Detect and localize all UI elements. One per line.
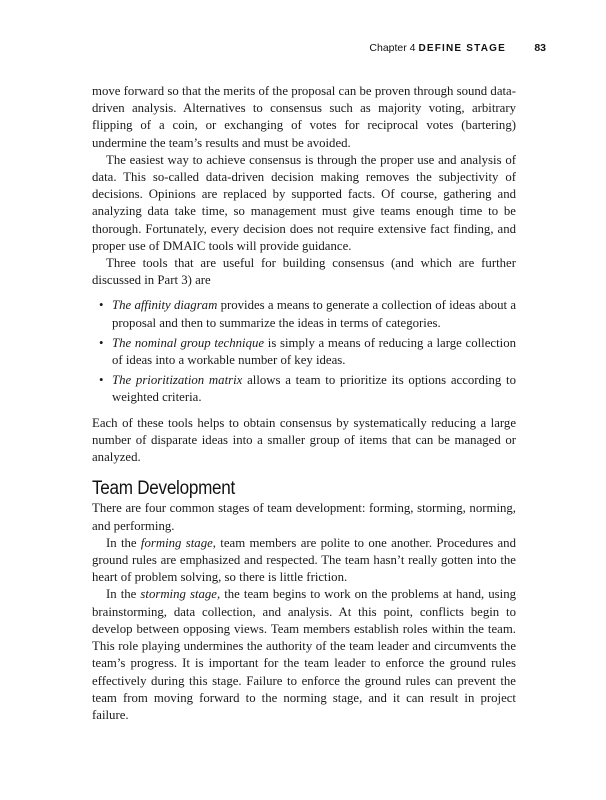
chapter-number: Chapter 4 — [369, 42, 416, 54]
list-item — [99, 335, 516, 369]
paragraph: The easiest way to achieve consensus is through the proper use and analysis of data. This so-called data-driven decision making removes the subjectivity of decisions. Opinions are replaced by supported facts. Of course, gathering and analyzing data take time, so management must give teams enough time to be thorough. Fortunately, every decision does not require extensive fact finding, and proper use of DMAIC tools will provide guidance. — [92, 152, 516, 253]
list-item-text: is simply a means of reducing a large collection of ideas into a workable number of key ideas. — [112, 335, 516, 368]
paragraph: There are four common stages of team development: forming, storming, norming, and performing. — [92, 501, 516, 533]
bullet-icon: • — [99, 298, 104, 313]
bullet-icon: • — [99, 335, 104, 350]
paragraph: Each of these tools helps to obtain consensus by systematically reducing a large number of disparate ideas into a smaller group of items that can be managed or analyzed. — [92, 415, 516, 465]
list-item-text: provides a means to generate a collection of ideas about a proposal and then to summarize the ideas in terms of categories. — [112, 298, 517, 330]
list-item-text: allows a team to prioritize its options according to weighted criteria. — [112, 373, 516, 405]
page-number: 83 — [534, 42, 546, 54]
bullet-icon: • — [99, 373, 104, 388]
list-item — [99, 297, 517, 331]
body-text — [92, 83, 516, 724]
term-storming-stage: storming stage — [140, 587, 217, 602]
consensus-tools-list — [92, 297, 516, 406]
running-header — [92, 42, 546, 58]
text-run: , team members are polite to one another. Procedures and ground rules are emphasized and respected. The team hasn’t really gotten into the heart of problem solving, so there is little friction. — [92, 535, 516, 585]
term-forming-stage: forming stage — [140, 535, 213, 550]
paragraph: move forward so that the merits of the proposal can be proven through sound data-driven analysis. Alternatives to consensus such as majority voting, arbitrary flipping of a coin, or exchanging of votes for reciprocal votes (bartering) undermine the team’s results and must be avoided. — [92, 84, 516, 150]
text-run: , the team begins to work on the problems at hand, using brainstorming, data collection, and analysis. At this point, conflicts begin to develop between opposing views. Team members establish roles within the team. This role playing undermines the authority of the team leader and circumvents the team’s progress. It is important for the team leader to enforce the ground rules effectively during this stage. Failure to enforce the ground rules can prevent the team from moving forward to the norming stage, and it can result in project failure. — [92, 587, 516, 722]
chapter-title: DEFINE STAGE — [418, 43, 506, 54]
section-heading: Team Development — [92, 478, 236, 500]
list-item — [99, 372, 516, 406]
paragraph: Three tools that are useful for building consensus (and which are further discussed in Part 3) are — [92, 256, 516, 288]
chapter-label — [369, 42, 506, 54]
list-item-term: The nominal group technique — [112, 335, 265, 350]
list-item-term: The affinity diagram — [112, 298, 218, 313]
paragraph — [92, 535, 516, 587]
text-run: In the — [106, 587, 141, 602]
list-item-term: The prioritization matrix — [112, 373, 243, 388]
paragraph — [92, 586, 516, 724]
text-run: In the — [106, 535, 141, 550]
